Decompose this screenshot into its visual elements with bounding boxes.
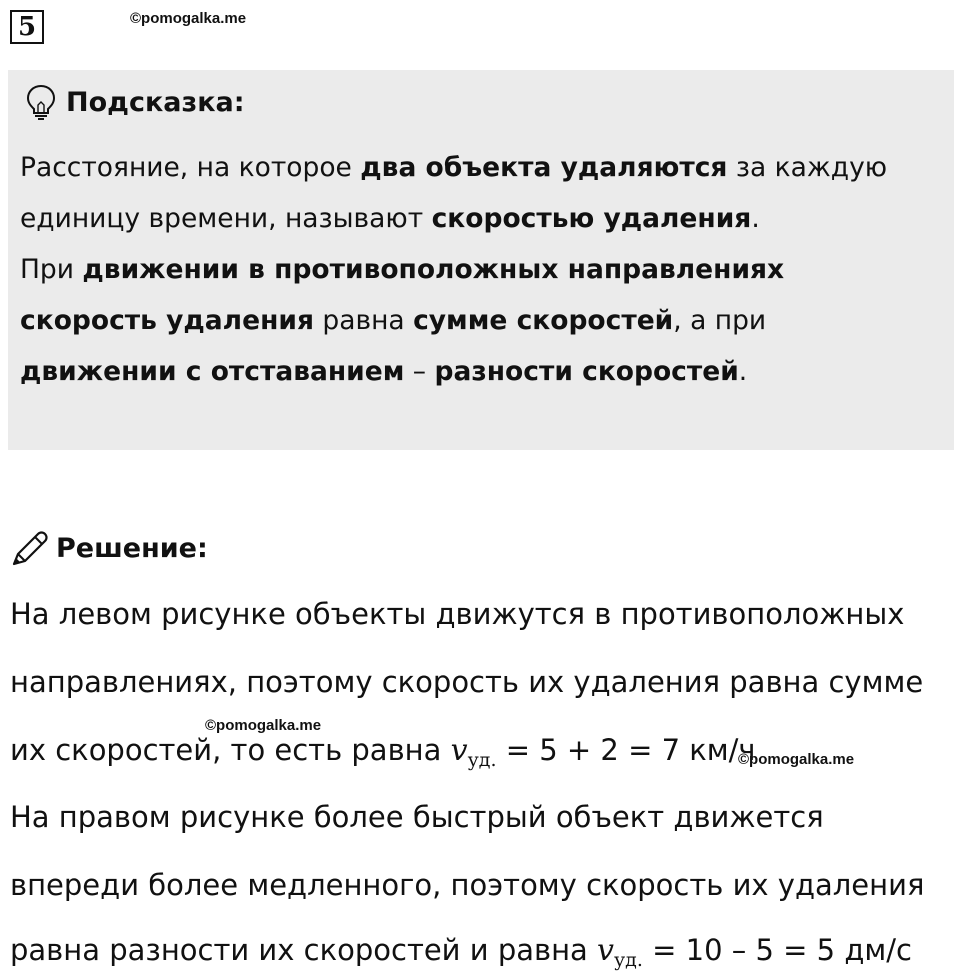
hint-text-span: Расстояние, на которое: [20, 152, 361, 183]
solution-text-span: = 5 + 2 = 7 км/ч: [496, 733, 756, 767]
hint-line-5: [20, 346, 950, 397]
hint-text-span: –: [404, 356, 435, 387]
hint-bold-span: разности скоростей: [434, 356, 739, 387]
hint-text-span: При: [20, 254, 83, 285]
hint-text: [20, 142, 950, 397]
hint-bold-span: сумме скоростей: [413, 305, 674, 336]
solution-line-5: впереди более медленного, поэтому скорость их удаления: [10, 868, 925, 902]
solution-title: [10, 528, 208, 568]
solution-text-span: = 10 – 5 = 5 дм/с: [642, 933, 912, 967]
hint-bold-span: движении в противоположных направлениях: [82, 254, 785, 285]
solution-title-text: Решение:: [56, 532, 208, 564]
hint-box: [8, 70, 954, 450]
task-number: 5: [10, 10, 44, 44]
hint-bold-span: два объекта удаляются: [360, 152, 728, 183]
hint-bold-span: скоростью удаления: [431, 203, 752, 234]
hint-title-text: Подсказка:: [66, 86, 245, 118]
hint-text-span: .: [751, 203, 760, 234]
hint-bold-span: скорость удаления: [20, 305, 314, 336]
hint-line-3: [20, 244, 950, 295]
hint-text-span: , а при: [673, 305, 767, 336]
hint-text-span: за каждую: [727, 152, 888, 183]
solution-text-span: их скоростей, то есть равна: [10, 733, 451, 767]
hint-line-2: [20, 193, 950, 244]
solution-line-1: На левом рисунке объекты движутся в противоположных: [10, 597, 905, 631]
hint-bold-span: движении с отставанием: [20, 356, 405, 387]
hint-line-4: [20, 295, 950, 346]
lightbulb-icon: [26, 84, 56, 120]
pencil-icon: [10, 528, 50, 568]
hint-title: [26, 84, 245, 120]
solution-text-span: равна разности их скоростей и равна: [10, 933, 598, 967]
velocity-subscript: уд.: [467, 749, 497, 771]
hint-line-1: [20, 142, 950, 193]
solution-line-4: На правом рисунке более быстрый объект движется: [10, 800, 824, 834]
velocity-subscript: уд.: [614, 949, 643, 971]
watermark-top: ©pomogalka.me: [130, 10, 247, 27]
velocity-symbol: v: [597, 933, 614, 968]
watermark-right: ©pomogalka.me: [738, 751, 855, 768]
hint-text-span: равна: [313, 305, 414, 336]
solution-line-6: [10, 930, 955, 980]
solution-line-2: направлениях, поэтому скорость их удаления равна сумме: [10, 665, 924, 699]
hint-text-span: .: [738, 356, 748, 387]
hint-text-span: единицу времени, называют: [20, 203, 432, 234]
watermark-middle: ©pomogalka.me: [205, 717, 322, 734]
velocity-symbol: v: [450, 733, 468, 768]
